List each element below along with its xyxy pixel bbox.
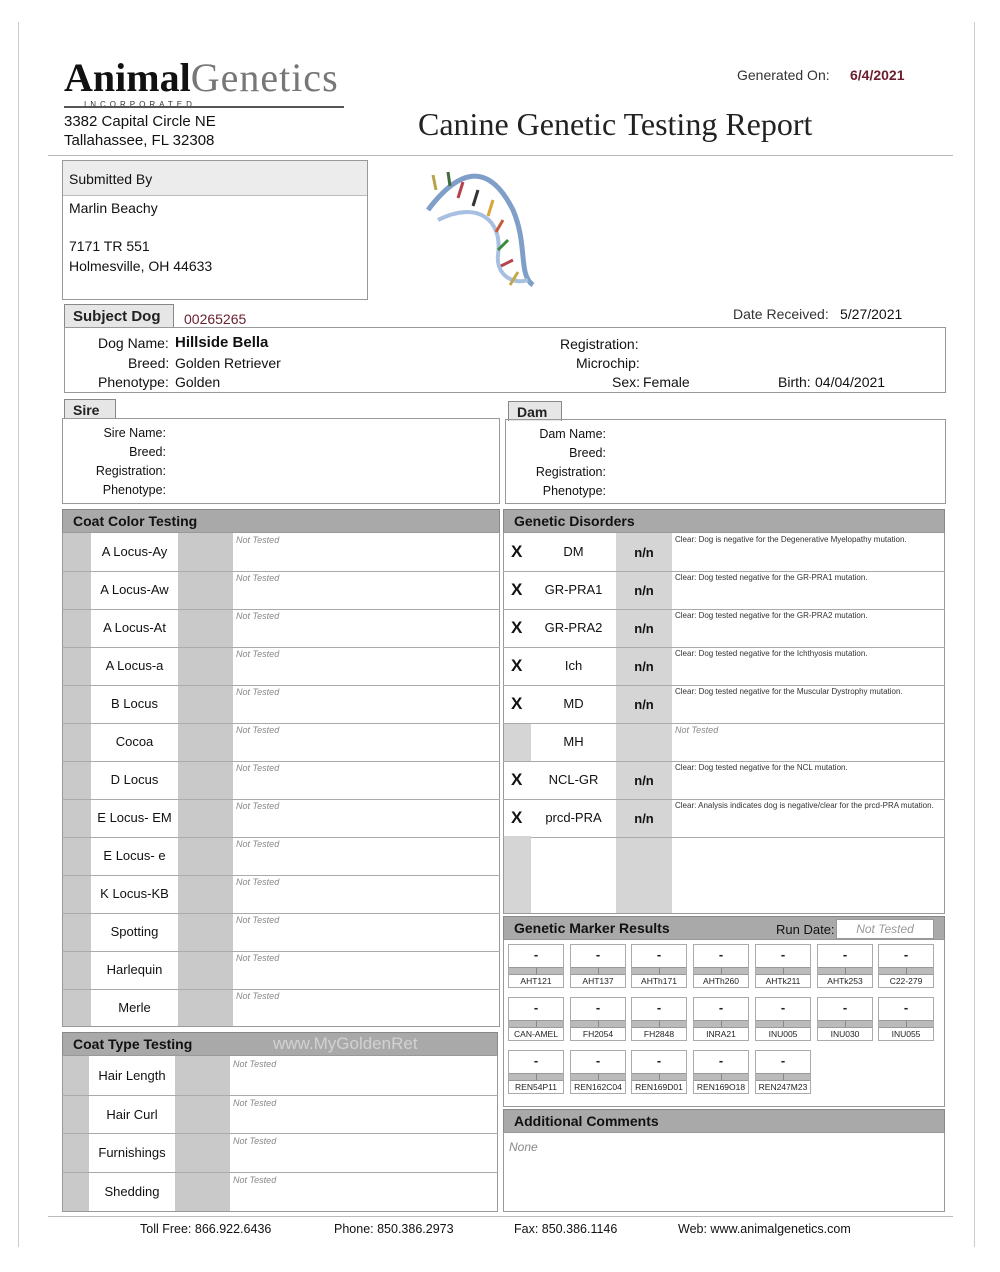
marker-bar — [632, 967, 686, 975]
disorder-row-divider — [503, 799, 945, 800]
dog-name: Hillside Bella — [175, 334, 269, 351]
header-divider — [48, 155, 953, 156]
coat-color-result: Not Tested — [236, 535, 280, 545]
disorder-test-name: DM — [563, 544, 584, 559]
disorder-comment: Clear: Dog tested negative for the Muscular Dystrophy mutation. — [675, 687, 903, 696]
coat-type-test-name: Hair Curl — [106, 1107, 158, 1122]
marker-cell — [631, 1050, 687, 1094]
marker-bar — [571, 1020, 625, 1028]
marker-cell — [570, 944, 626, 988]
date-received: 5/27/2021 — [840, 306, 903, 322]
coat-type-result: Not Tested — [233, 1098, 277, 1108]
dam-name-label: Dam Name: — [539, 427, 606, 441]
marker-value: - — [780, 947, 786, 962]
marker-cell — [693, 1050, 749, 1094]
marker-name: CAN-AMEL — [514, 1029, 558, 1039]
coat-color-test-name: B Locus — [111, 696, 158, 711]
coat-color-test-name: Spotting — [110, 924, 159, 939]
marker-bar — [571, 1073, 625, 1081]
coat-color-mid-strip — [178, 533, 233, 1026]
marker-value: - — [595, 1053, 601, 1068]
logo-genetics: Genetics — [190, 55, 339, 100]
coat-color-test-name: A Locus-At — [103, 620, 166, 635]
marker-bar — [509, 1020, 563, 1028]
sire-phenotype-label: Phenotype: — [102, 483, 166, 497]
coat-color-result: Not Tested — [236, 877, 280, 887]
disorder-test-name: GR-PRA2 — [544, 620, 603, 635]
coat-color-header: Coat Color Testing — [62, 509, 500, 533]
marker-bar — [879, 967, 933, 975]
marker-name: REN169O18 — [696, 1082, 746, 1092]
coat-type-result: Not Tested — [233, 1175, 277, 1185]
marker-name: INU005 — [768, 1029, 798, 1039]
submitter-address-1: 7171 TR 551 — [69, 238, 150, 254]
birth-label: Birth: — [778, 374, 811, 390]
sire-registration-label: Registration: — [95, 464, 166, 478]
marker-cell — [755, 997, 811, 1041]
coat-color-result: Not Tested — [236, 991, 280, 1001]
sire-breed-label: Breed: — [129, 445, 166, 459]
comments-box — [503, 1132, 945, 1212]
marker-cell — [878, 944, 934, 988]
marker-cell — [878, 997, 934, 1041]
sire-name-label: Sire Name: — [103, 426, 166, 440]
disorder-result: n/n — [634, 773, 654, 788]
disorder-row-divider — [503, 647, 945, 648]
coat-color-row-divider — [62, 989, 500, 990]
marker-cell — [570, 1050, 626, 1094]
sire-tab: Sire — [64, 399, 116, 419]
marker-name: AHTk211 — [765, 976, 801, 986]
report-title: Canine Genetic Testing Report — [418, 106, 813, 142]
disorder-check-mark: X — [511, 618, 523, 637]
sex: Female — [643, 374, 690, 390]
marker-value: - — [533, 1000, 539, 1015]
marker-cell — [631, 997, 687, 1041]
marker-value: - — [595, 947, 601, 962]
company-address-2: Tallahassee, FL 32308 — [64, 132, 215, 149]
coat-type-result: Not Tested — [233, 1136, 277, 1146]
dam-tab: Dam — [508, 401, 562, 421]
disorder-result: n/n — [634, 545, 654, 560]
footer-fax: Fax: 850.386.1146 — [514, 1222, 618, 1236]
disorder-comment: Clear: Dog tested negative for the GR-PRA1 mutation. — [675, 573, 868, 582]
marker-bar — [756, 1020, 810, 1028]
footer-phone: Phone: 850.386.2973 — [334, 1222, 454, 1236]
disorder-comment: Clear: Dog tested negative for the Ichthyosis mutation. — [675, 649, 868, 658]
disorder-result: n/n — [634, 697, 654, 712]
coat-color-row-divider — [62, 951, 500, 952]
logo-underline — [64, 106, 344, 108]
coat-color-row-divider — [62, 685, 500, 686]
phenotype-label: Phenotype: — [98, 374, 169, 390]
marker-bar — [509, 967, 563, 975]
coat-color-row-divider — [62, 837, 500, 838]
marker-results-header: Genetic Marker Results — [503, 916, 945, 940]
coat-color-test-name: E Locus- e — [103, 848, 166, 863]
marker-name: AHT137 — [582, 976, 614, 986]
disorder-check-mark: X — [511, 656, 523, 675]
coat-color-row-divider — [62, 723, 500, 724]
marker-name: INU055 — [891, 1029, 921, 1039]
marker-bar — [818, 967, 872, 975]
marker-bar — [509, 1073, 563, 1081]
coat-color-test-name: D Locus — [110, 772, 159, 787]
marker-name: AHTh260 — [703, 976, 739, 986]
footer-web: Web: www.animalgenetics.com — [678, 1222, 851, 1236]
marker-name: REN54P11 — [515, 1082, 557, 1092]
sex-label: Sex: — [612, 374, 641, 390]
marker-bar — [632, 1073, 686, 1081]
marker-name: REN169D01 — [635, 1082, 683, 1092]
coat-color-test-name: A Locus-Aw — [100, 582, 169, 597]
disorder-test-name: MH — [563, 734, 584, 749]
disorder-row-divider — [503, 609, 945, 610]
submitter-header: Submitted By — [69, 171, 153, 187]
coat-color-row-divider — [62, 875, 500, 876]
coat-color-test-name: A Locus-Ay — [101, 544, 168, 559]
coat-color-result: Not Tested — [236, 611, 280, 621]
marker-value: - — [718, 1053, 724, 1068]
marker-bar — [756, 1073, 810, 1081]
run-date-field: Not Tested — [836, 919, 934, 939]
coat-color-row-divider — [62, 761, 500, 762]
dam-breed-label: Breed: — [569, 446, 606, 460]
disorder-check-mark: X — [511, 542, 523, 561]
disorder-comment: Clear: Analysis indicates dog is negative/clear for the prcd-PRA mutation. — [675, 801, 934, 810]
marker-bar — [571, 967, 625, 975]
logo-animal: Animal — [64, 55, 191, 100]
disorder-row-divider — [503, 723, 945, 724]
subject-dog-tab: Subject Dog — [64, 304, 174, 328]
run-date-label: Run Date: — [776, 922, 835, 937]
generated-date: 6/4/2021 — [850, 67, 905, 83]
disorder-row-divider — [503, 761, 945, 762]
marker-value: - — [595, 1000, 601, 1015]
coat-color-result: Not Tested — [236, 649, 280, 659]
coat-color-row-divider — [62, 609, 500, 610]
coat-color-result: Not Tested — [236, 763, 280, 773]
disorder-test-name: NCL-GR — [548, 772, 599, 787]
footer-toll-free: Toll Free: 866.922.6436 — [140, 1222, 272, 1236]
coat-type-test-name: Shedding — [104, 1184, 160, 1199]
marker-value: - — [656, 1053, 662, 1068]
coat-type-row-divider — [62, 1172, 498, 1173]
marker-value: - — [842, 947, 848, 962]
marker-value: - — [842, 1000, 848, 1015]
marker-cell — [508, 1050, 564, 1094]
registration-label: Registration: — [560, 336, 639, 352]
disorder-untested-cell — [504, 724, 531, 761]
disorder-test-name: prcd-PRA — [545, 810, 602, 825]
disorder-test-name: GR-PRA1 — [544, 582, 603, 597]
coat-color-left-strip — [63, 533, 91, 1026]
genetic-disorders-header: Genetic Disorders — [503, 509, 945, 533]
coat-type-title: Coat Type Testing — [73, 1036, 193, 1052]
coat-color-result: Not Tested — [236, 573, 280, 583]
coat-color-result: Not Tested — [236, 915, 280, 925]
marker-value: - — [533, 947, 539, 962]
coat-type-test-name: Furnishings — [98, 1145, 166, 1160]
coat-color-row-divider — [62, 913, 500, 914]
marker-bar — [879, 1020, 933, 1028]
marker-cell — [693, 997, 749, 1041]
coat-type-row-divider — [62, 1095, 498, 1096]
submitter-address-2: Holmesville, OH 44633 — [69, 258, 213, 274]
coat-color-result: Not Tested — [236, 801, 280, 811]
breed: Golden Retriever — [175, 355, 281, 371]
marker-name: AHTh171 — [641, 976, 677, 986]
coat-color-test-name: Merle — [118, 1000, 151, 1015]
disorder-check-mark: X — [511, 694, 523, 713]
submitter-name: Marlin Beachy — [69, 200, 158, 216]
dog-name-label: Dog Name: — [98, 335, 169, 351]
marker-value: - — [903, 1000, 909, 1015]
marker-cell — [631, 944, 687, 988]
comments-text: None — [509, 1140, 538, 1154]
phenotype: Golden — [175, 374, 221, 390]
disorder-test-name: Ich — [564, 658, 583, 673]
company-address-1: 3382 Capital Circle NE — [64, 113, 216, 130]
dam-registration-label: Registration: — [535, 465, 606, 479]
marker-bar — [632, 1020, 686, 1028]
marker-name: REN247M23 — [758, 1082, 808, 1092]
comments-header: Additional Comments — [503, 1109, 945, 1133]
marker-cell — [817, 944, 873, 988]
marker-value: - — [780, 1000, 786, 1015]
marker-cell — [508, 997, 564, 1041]
company-logo — [64, 55, 339, 100]
marker-value: - — [656, 947, 662, 962]
coat-color-row-divider — [62, 571, 500, 572]
marker-name: INU030 — [830, 1029, 860, 1039]
disorders-empty-left — [504, 836, 531, 913]
marker-cell — [508, 944, 564, 988]
marker-value: - — [903, 947, 909, 962]
generated-label: Generated On: — [737, 67, 830, 83]
coat-color-test-name: Cocoa — [115, 734, 154, 749]
birth: 04/04/2021 — [815, 374, 886, 390]
disorder-check-mark: X — [511, 770, 523, 789]
disorder-check-mark: X — [511, 580, 523, 599]
marker-name: FH2054 — [582, 1029, 614, 1039]
marker-bar — [694, 967, 748, 975]
marker-cell — [755, 1050, 811, 1094]
disorder-result: n/n — [634, 621, 654, 636]
coat-type-result: Not Tested — [233, 1059, 277, 1069]
disorder-comment: Clear: Dog is negative for the Degenerative Myelopathy mutation. — [675, 535, 907, 544]
marker-cell — [755, 944, 811, 988]
disorder-comment: Clear: Dog tested negative for the GR-PRA2 mutation. — [675, 611, 868, 620]
disorder-comment: Not Tested — [675, 725, 719, 735]
microchip-label: Microchip: — [576, 355, 640, 371]
coat-color-result: Not Tested — [236, 953, 280, 963]
coat-type-test-name: Hair Length — [98, 1068, 166, 1083]
marker-bar — [694, 1073, 748, 1081]
breed-label: Breed: — [128, 355, 170, 371]
marker-name: C22-279 — [889, 976, 923, 986]
disorder-row-divider — [503, 837, 945, 838]
disorder-comment: Clear: Dog tested negative for the NCL mutation. — [675, 763, 848, 772]
coat-color-result: Not Tested — [236, 839, 280, 849]
marker-name: REN162C04 — [574, 1082, 622, 1092]
marker-cell — [817, 997, 873, 1041]
coat-type-header — [62, 1032, 498, 1056]
date-received-label: Date Received: — [733, 306, 829, 322]
marker-value: - — [718, 1000, 724, 1015]
marker-name: INRA21 — [706, 1029, 736, 1039]
subject-id: 00265265 — [184, 311, 247, 327]
disorder-check-mark: X — [511, 808, 523, 827]
coat-type-row-divider — [62, 1133, 498, 1134]
coat-type-watermark: www.MyGoldenRet — [273, 1034, 418, 1053]
coat-color-result: Not Tested — [236, 687, 280, 697]
marker-bar — [818, 1020, 872, 1028]
dam-phenotype-label: Phenotype: — [542, 484, 606, 498]
logo-subtitle: INCORPORATED — [84, 100, 196, 109]
marker-bar — [756, 967, 810, 975]
coat-color-result: Not Tested — [236, 725, 280, 735]
marker-value: - — [656, 1000, 662, 1015]
disorder-result: n/n — [634, 583, 654, 598]
marker-value: - — [780, 1053, 786, 1068]
marker-value: - — [718, 947, 724, 962]
disorder-result: n/n — [634, 659, 654, 674]
dna-helix-icon — [418, 160, 548, 300]
coat-color-test-name: Harlequin — [106, 962, 163, 977]
marker-cell — [570, 997, 626, 1041]
disorder-row-divider — [503, 685, 945, 686]
marker-bar — [694, 1020, 748, 1028]
coat-color-test-name: E Locus- EM — [97, 810, 172, 825]
disorder-row-divider — [503, 571, 945, 572]
marker-cell — [693, 944, 749, 988]
disorder-test-name: MD — [563, 696, 584, 711]
footer-divider — [48, 1216, 953, 1217]
coat-color-test-name: A Locus-a — [105, 658, 164, 673]
coat-color-test-name: K Locus-KB — [100, 886, 169, 901]
coat-color-row-divider — [62, 799, 500, 800]
coat-color-row-divider — [62, 647, 500, 648]
marker-name: FH2848 — [643, 1029, 675, 1039]
marker-name: AHT121 — [520, 976, 552, 986]
disorder-result: n/n — [634, 811, 654, 826]
marker-name: AHTk253 — [827, 976, 863, 986]
marker-value: - — [533, 1053, 539, 1068]
